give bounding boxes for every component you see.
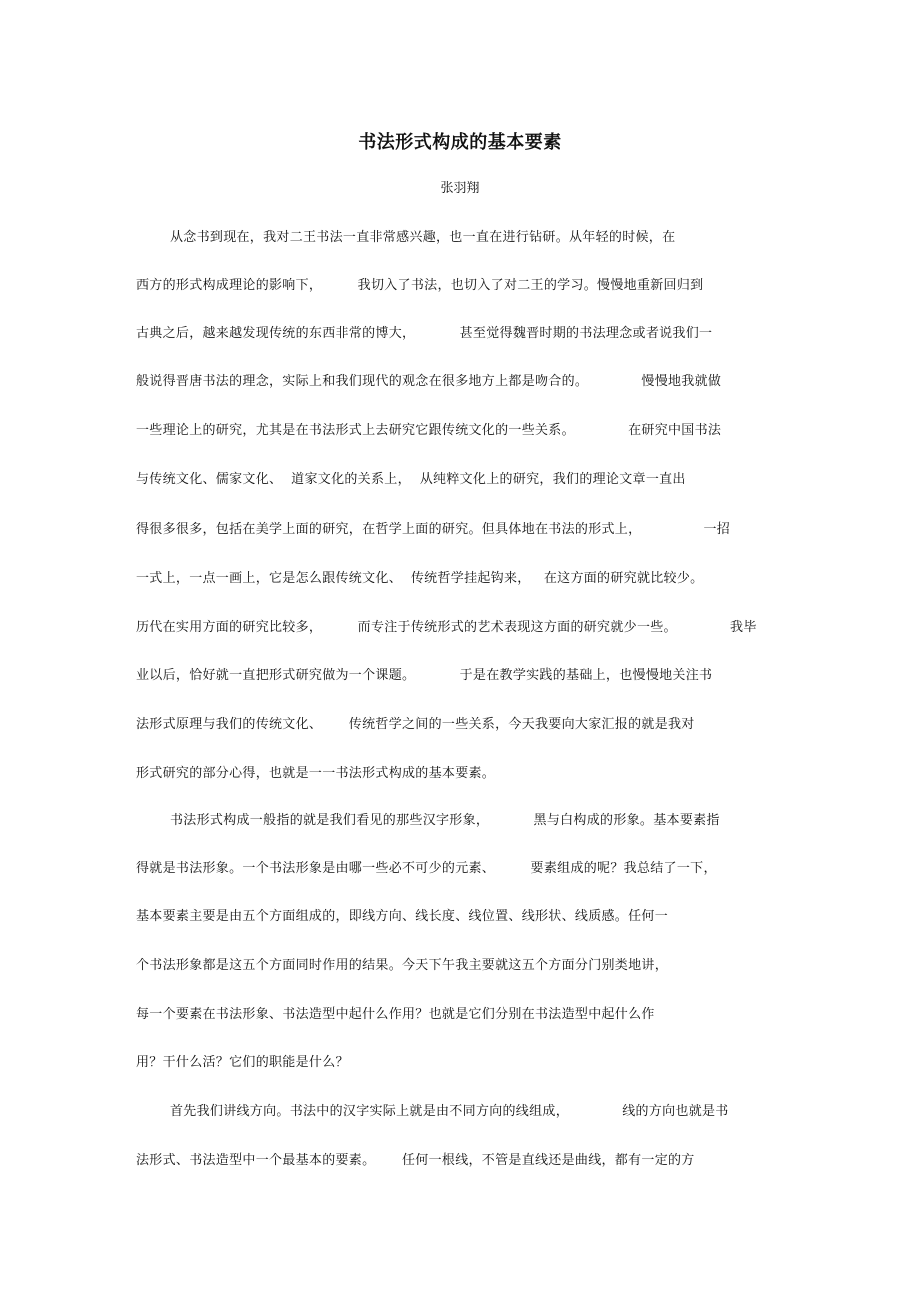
text-line: 个书法形象都是这五个方面同时作用的结果。今天下午我主要就这五个方面分门别类地讲， <box>136 958 669 973</box>
text-line: 古典之后，越来越发现传统的东西非常的博大， 甚至觉得魏晋时期的书法理念或者说我们一 <box>136 326 713 341</box>
document-title: 书法形式构成的基本要素 <box>358 132 562 153</box>
text-line: 般说得晋唐书法的理念，实际上和我们现代的观念在很多地方上都是吻合的。 慢慢地我就做 <box>136 374 722 389</box>
text-line: 一式上，一点一画上，它是怎么跟传统文化、 传统哲学挂起钩来， 在这方面的研究就比较少。 <box>136 571 704 586</box>
text-line: 得很多很多，包括在美学上面的研究，在哲学上面的研究。但具体地在书法的形式上， 一招 <box>136 522 731 537</box>
text-line: 得就是书法形象。一个书法形象是由哪一些必不可少的元素、 要素组成的呢？我总结了一下， <box>136 861 717 876</box>
text-line: 与传统文化、儒家文化、 道家文化的关系上， 从纯粹文化上的研究，我们的理论文章一直出 <box>136 472 686 487</box>
text-line: 从念书到现在，我对二王书法一直非常感兴趣，也一直在进行钻研。从年轻的时候，在 <box>170 230 676 245</box>
text-line: 法形式、书法造型中一个最基本的要素。 任何一根线，不管是直线还是曲线，都有一定的方 <box>136 1153 695 1168</box>
text-line: 一些理论上的研究，尤其是在书法形式上去研究它跟传统文化的一些关系。 在研究中国书法 <box>136 423 722 438</box>
text-line: 形式研究的部分心得，也就是一一书法形式构成的基本要素。 <box>136 766 496 781</box>
text-line: 业以后，恰好就一直把形式研究做为一个课题。 于是在教学实践的基础上，也慢慢地关注书 <box>136 668 713 683</box>
document-author: 张羽翔 <box>440 181 480 196</box>
text-line: 法形式原理与我们的传统文化、 传统哲学之间的一些关系，今天我要向大家汇报的就是我对 <box>136 717 695 732</box>
text-line: 首先我们讲线方向。书法中的汉字实际上就是由不同方向的线组成， 线的方向也就是书 <box>170 1104 729 1119</box>
text-line: 书法形式构成一般指的就是我们看见的那些汉字形象， 黑与白构成的形象。基本要素指 <box>170 813 720 828</box>
text-line: 用？干什么活？它们的职能是什么？ <box>136 1055 349 1070</box>
text-line: 西方的形式构成理论的影响下， 我切入了书法，也切入了对二王的学习。慢慢地重新回归到 <box>136 278 704 293</box>
text-line: 每一个要素在书法形象、书法造型中起什么作用？也就是它们分别在书法造型中起什么作 <box>136 1007 655 1022</box>
text-line: 基本要素主要是由五个方面组成的，即线方向、线长度、线位置、线形状、线质感。任何一 <box>136 909 669 924</box>
text-line: 历代在实用方面的研究比较多， 而专注于传统形式的艺术表现这方面的研究就少一些。 我毕 <box>136 620 757 635</box>
